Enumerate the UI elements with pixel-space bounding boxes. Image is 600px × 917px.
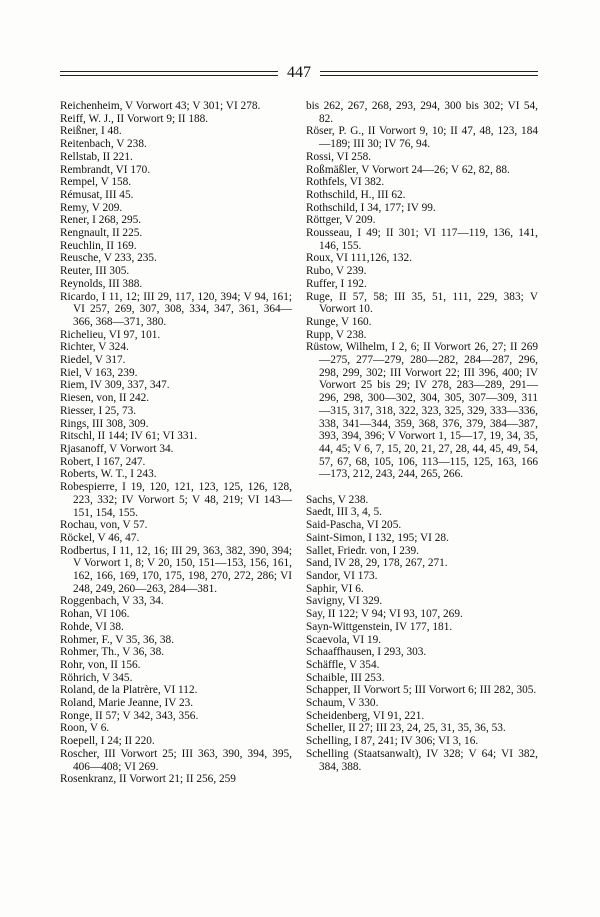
index-entry: Reitenbach, V 238. [60,138,147,151]
index-entry: Rembrandt, VI 170. [60,163,151,176]
index-entry: bis 262, 267, 268, 293, 294, 300 bis 302; VI 54, 82. [306,100,538,125]
index-column-left [60,100,292,786]
index-entry: Scheidenberg, VI 91, 221. [306,709,425,722]
index-entry: Schelling, I 87, 241; IV 306; VI 3, 16. [306,735,479,748]
index-entry: Say, II 122; V 94; VI 93, 107, 269. [306,608,463,621]
index-entry: Robespierre, I 19, 120, 121, 123, 125, 126, 128, 223, 332; IV Vorwort 5; V 48, 219; VI 143—151, 154, 155. [60,481,292,519]
index-entry: Rings, III 308, 309. [60,417,149,430]
header-rule-left-bottom [60,75,278,76]
index-entry: Scaevola, VI 19. [306,633,382,646]
index-entry: Saint-Simon, I 132, 195; VI 28. [306,531,449,544]
index-entry: Rener, I 268, 295. [60,214,142,227]
index-entry: Röhrich, V 345. [60,671,133,684]
header-rule-left-top [60,71,278,72]
header-rule-right-top [320,71,538,72]
index-entry: Rohmer, Th., V 36, 38. [60,646,165,659]
index-entry: Ricardo, I 11, 12; III 29, 117, 120, 394; V 94, 161; VI 257, 269, 307, 308, 334, 347, 361, 364—366, 368—371, 380. [60,290,292,328]
index-entry: Saphir, VI 6. [306,582,364,595]
index-entry: Rupp, V 238. [306,328,367,341]
index-entry: Reusche, V 233, 235. [60,252,157,265]
index-entry: Rohr, von, II 156. [60,658,141,671]
section-gap [306,481,538,494]
index-column-right [306,100,538,773]
index-entry: Roland, de la Platrère, VI 112. [60,684,198,697]
index-entry: Rochau, von, V 57. [60,519,148,532]
index-entry: Ruffer, I 192. [306,277,367,290]
index-entry: Scheller, II 27; III 23, 24, 25, 31, 35, 36, 53. [306,722,506,735]
index-entry: Runge, V 160. [306,315,372,328]
index-entry: Roon, V 6. [60,722,110,735]
index-entry: Röckel, V 46, 47. [60,531,140,544]
index-entry: Rohmer, F., V 35, 36, 38. [60,633,175,646]
index-entry: Rousseau, I 49; II 301; VI 117—119, 136, 141, 146, 155. [306,227,538,252]
index-entry: Schaum, V 330. [306,697,379,710]
index-entry: Reuter, III 305. [60,265,130,278]
index-entry: Sayn-Wittgenstein, IV 177, 181. [306,620,453,633]
index-entry: Schelling (Staatsanwalt), IV 328; V 64; VI 382, 384, 388. [306,747,538,773]
index-entry: Ruge, II 57, 58; III 35, 51, 111, 229, 383; V Vorwort 10. [306,290,538,316]
index-entry: Roepell, I 24; II 220. [60,735,155,748]
index-entry: Savigny, VI 329. [306,595,383,608]
index-entry: Schäffle, V 354. [306,658,380,671]
index-entry: Röttger, V 209. [306,214,376,227]
index-entry: Riesen, von, II 242. [60,392,150,405]
index-entry: Roux, VI 111,126, 132. [306,252,412,265]
index-entry: Rüstow, Wilhelm, I 2, 6; II Vorwort 26, 27; II 269—275, 277—279, 280—282, 284—287, 296, 298, 299, 302; III Vorwort 22; III 396, 400; IV Vorwort 25 bis 29; IV 278, 283—289, 291—296, 298, 300—302, 304, 305, 307—309, 311—315, 317, 318, 322, 323, 325, 329, 333—336, 338, 341—344, 359, 368, 376, 379, 384—387, 393, 394, 396; V Vorwort 1, 15—17, 19, 34, 35, 44, 45; V 6, 7, 15, 20, 21, 27, 28, 44, 45, 49, 54, 57, 67, 68, 105, 106, 113—115, 125, 163, 166—173, 212, 243, 244, 265, 266. [306,341,538,481]
index-entry: Rubo, V 239. [306,265,367,278]
index-entry: Sallet, Friedr. von, I 239. [306,544,419,557]
index-entry: Richelieu, VI 97, 101. [60,328,161,341]
index-entry: Röser, P. G., II Vorwort 9, 10; II 47, 48, 123, 184—189; III 30; IV 76, 94. [306,125,538,151]
page-number: 447 [287,64,311,81]
header-rule-right-bottom [320,75,538,76]
index-entry: Roßmäßler, V Vorwort 24—26; V 62, 82, 88. [306,163,510,176]
index-entry: Rellstab, II 221. [60,150,133,163]
index-entry: Riesser, I 25, 73. [60,404,137,417]
index-entry: Roggenbach, V 33, 34. [60,595,164,608]
index-entry: Rothschild, I 34, 177; IV 99. [306,201,436,214]
index-entry: Reynolds, III 388. [60,277,143,290]
index-entry: Schaaffhausen, I 293, 303. [306,646,427,659]
index-entry: Saedt, III 3, 4, 5. [306,506,382,519]
index-block-r [306,100,538,481]
index-entry: Schaible, III 253. [306,671,385,684]
index-entry: Riedel, V 317. [60,354,126,367]
index-entry: Rempel, V 158. [60,176,132,189]
index-entry: Riem, IV 309, 337, 347. [60,379,170,392]
index-entry: Riel, V 163, 239. [60,366,138,379]
index-entry: Rohde, VI 38. [60,620,124,633]
index-entry: Rothfels, VI 382. [306,176,385,189]
index-entry: Said-Pascha, VI 205. [306,519,402,532]
index-entry: Robert, I 167, 247. [60,455,146,468]
index-entry: Rjasanoff, V Vorwort 34. [60,442,174,455]
index-block-s [306,494,538,773]
index-entry: Rémusat, III 45. [60,188,134,201]
index-entry: Roberts, W. T., I 243. [60,468,157,481]
index-entry: Richter, V 324. [60,341,129,354]
page-header [60,62,538,88]
index-entry: Sachs, V 238. [306,493,369,506]
index-entry: Rothschild, H., III 62. [306,188,406,201]
index-entry: Rossi, VI 258. [306,150,372,163]
index-entry: Sand, IV 28, 29, 178, 267, 271. [306,557,448,570]
index-entry: Roland, Marie Jeanne, IV 23. [60,697,194,710]
index-entry: Remy, V 209. [60,201,123,214]
index-entry: Reichenheim, V Vorwort 43; V 301; VI 278. [60,100,261,112]
index-entry: Rengnault, II 225. [60,227,143,240]
index-entry: Reuchlin, II 169. [60,239,137,252]
index-entry: Ritschl, II 144; IV 61; VI 331. [60,430,198,443]
index-entry: Rosenkranz, II Vorwort 21; II 256, 259 [60,773,236,786]
index-entry: Reißner, I 48. [60,125,122,138]
index-entry: Schapper, II Vorwort 5; III Vorwort 6; III 282, 305. [306,684,537,697]
index-entry: Rodbertus, I 11, 12, 16; III 29, 363, 382, 390, 394; V Vorwort 1, 8; V 20, 150, 151—153, 156, 161, 162, 166, 169, 170, 175, 198, 270, 272, 286; VI 248, 249, 260—263, 284—381. [60,544,292,595]
index-entry: Ronge, II 57; V 342, 343, 356. [60,709,199,722]
index-entry: Rohan, VI 106. [60,608,130,621]
index-entry: Sandor, VI 173. [306,570,378,582]
index-entry: Reiff, W. J., II Vorwort 9; II 188. [60,112,209,125]
index-entry: Roscher, III Vorwort 25; III 363, 390, 394, 395, 406—408; VI 269. [60,747,292,773]
